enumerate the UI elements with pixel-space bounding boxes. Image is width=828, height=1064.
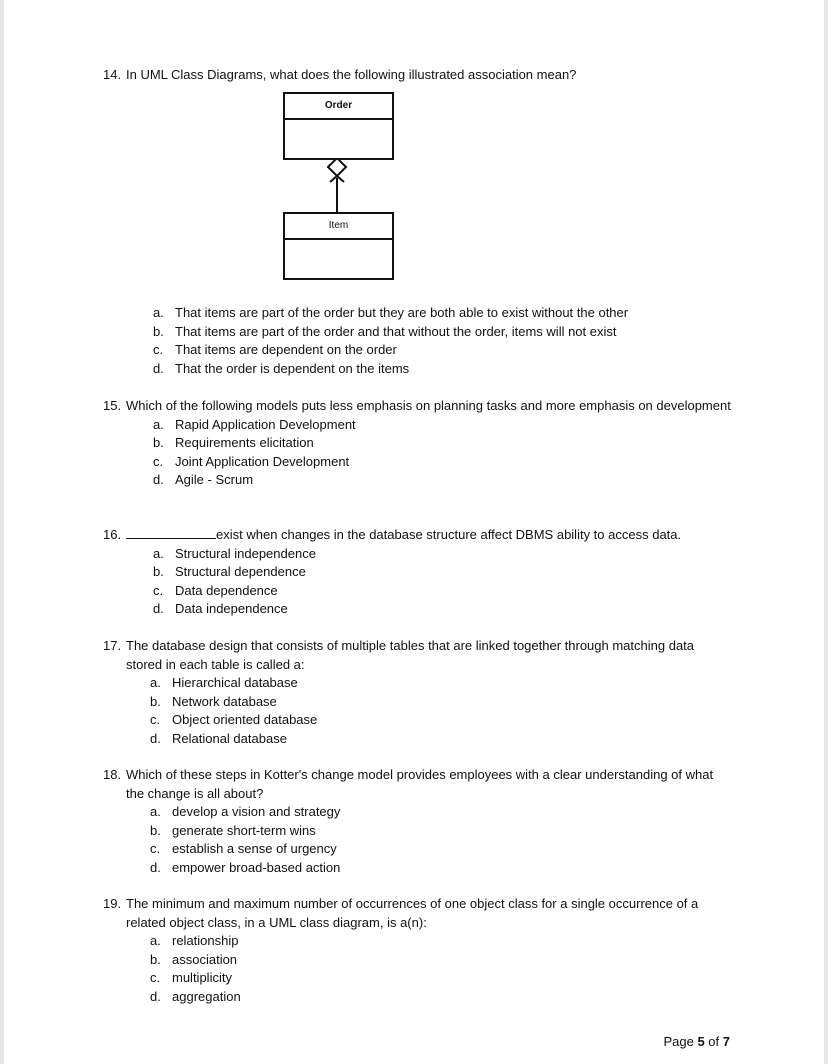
question-16 [103,526,733,619]
option-b[interactable] [153,563,733,582]
question-number: 14. [103,67,122,82]
option-a[interactable] [153,545,733,564]
option-text: Joint Application Development [175,453,350,469]
option-letter: d. [153,601,164,616]
option-letter: c. [153,342,164,357]
option-text: generate short-term wins [172,822,316,838]
question-text: In UML Class Diagrams, what does the following illustrated association mean? [126,67,577,82]
option-text: multiplicity [172,970,232,985]
option-text: That the order is dependent on the items [175,360,410,376]
option-text: That items are part of the order and that without the order, items will not exist [175,323,617,339]
option-letter: a. [150,804,161,819]
option-a[interactable] [150,932,733,951]
question-line [126,526,733,545]
question-17 [103,637,733,748]
question-stem [103,895,733,932]
class-box-item [283,212,394,280]
class-attributes-item [285,240,392,278]
class-name-item: Item [285,214,392,240]
question-number: 19. [103,896,122,911]
question-number: 16. [103,527,122,542]
question-stem [103,526,733,545]
option-text: Relational database [172,730,287,746]
option-letter: d. [150,730,161,746]
option-c[interactable] [153,582,733,601]
question-text: Which of these steps in Kotter's change model provides employees with a clear understanding of what the change is all about? [126,767,714,801]
option-b[interactable] [150,951,733,970]
option-d[interactable] [150,988,733,1007]
option-letter: b. [150,822,161,838]
option-text: empower broad-based action [172,859,341,875]
question-18 [103,766,733,877]
option-letter: b. [153,323,164,339]
question-text: exist when changes in the database structure affect DBMS ability to access data. [216,527,682,542]
question-text: The database design that consists of multiple tables that are linked together through matching data stored in each table is called a: [126,638,695,672]
option-letter: c. [153,582,164,598]
option-c[interactable] [150,969,733,988]
class-name-order: Order [285,94,392,120]
question-15 [103,397,733,490]
footer-of-label: of [708,1034,720,1049]
option-letter: b. [153,564,164,579]
page-edge-left [0,0,4,1064]
option-text: Agile - Scrum [175,472,254,487]
question-text: Which of the following models puts less emphasis on planning tasks and more emphasis on development [126,398,731,413]
option-letter: b. [150,951,161,967]
option-text: That items are part of the order but they are both able to exist without the other [175,305,629,320]
option-b[interactable] [153,323,713,342]
option-letter: d. [153,360,164,376]
option-c[interactable] [150,840,733,859]
option-text: Requirements elicitation [175,435,314,450]
option-letter: c. [153,453,164,469]
option-letter: a. [150,933,161,948]
option-text: Structural independence [175,545,316,561]
option-letter: c. [150,970,161,985]
option-text: relationship [172,933,239,948]
footer-current-page: 5 [697,1034,705,1049]
option-d[interactable] [150,859,733,878]
footer-page-label: Page [663,1034,694,1049]
option-letter: b. [153,435,164,450]
question-stem [103,397,733,416]
option-text: Rapid Application Development [175,416,356,432]
option-letter: d. [153,472,164,487]
page-footer [663,1034,730,1049]
footer-total-pages: 7 [722,1034,730,1049]
question-14 [103,66,733,85]
option-c[interactable] [153,341,713,360]
option-d[interactable] [150,730,733,749]
question-number: 17. [103,638,122,653]
option-text: Hierarchical database [172,675,298,690]
fill-in-blank[interactable] [126,526,216,539]
option-a[interactable] [153,304,713,323]
option-text: Network database [172,693,277,709]
option-text: That items are dependent on the order [175,342,397,357]
option-text: establish a sense of urgency [172,841,337,856]
class-box-order [283,92,394,160]
question-stem [103,637,733,674]
question-text: The minimum and maximum number of occurrences of one object class for a single occurrence of a related object class, in a UML class diagram, is a(n): [126,896,699,930]
question-stem [103,66,733,85]
page-edge-right [824,0,828,1064]
option-d[interactable] [153,471,733,490]
option-b[interactable] [153,434,733,453]
option-letter: c. [150,712,161,727]
option-text: aggregation [172,988,241,1004]
option-text: Object oriented database [172,712,318,727]
uml-diagram [280,90,395,285]
question-stem [103,766,733,803]
option-a[interactable] [150,803,733,822]
option-text: association [172,951,238,967]
option-letter: a. [153,416,164,432]
question-number: 18. [103,767,122,782]
option-letter: d. [150,859,161,875]
option-d[interactable] [153,600,733,619]
question-number: 15. [103,398,122,413]
option-text: Data independence [175,601,288,616]
class-attributes-order [285,120,392,158]
option-b[interactable] [150,693,733,712]
option-c[interactable] [150,711,733,730]
option-text: develop a vision and strategy [172,804,341,819]
option-b[interactable] [150,822,733,841]
question-14-options [153,304,713,378]
option-letter: a. [153,305,164,320]
option-letter: d. [150,988,161,1004]
option-text: Data dependence [175,582,278,598]
option-a[interactable] [150,674,733,693]
question-19 [103,895,733,1006]
option-letter: a. [153,545,164,561]
option-letter: a. [150,675,161,690]
option-letter: c. [150,841,161,856]
option-text: Structural dependence [175,564,306,579]
option-c[interactable] [153,453,733,472]
option-a[interactable] [153,416,733,435]
aggregation-diamond-icon [328,158,346,176]
option-letter: b. [150,693,161,709]
option-d[interactable] [153,360,713,379]
